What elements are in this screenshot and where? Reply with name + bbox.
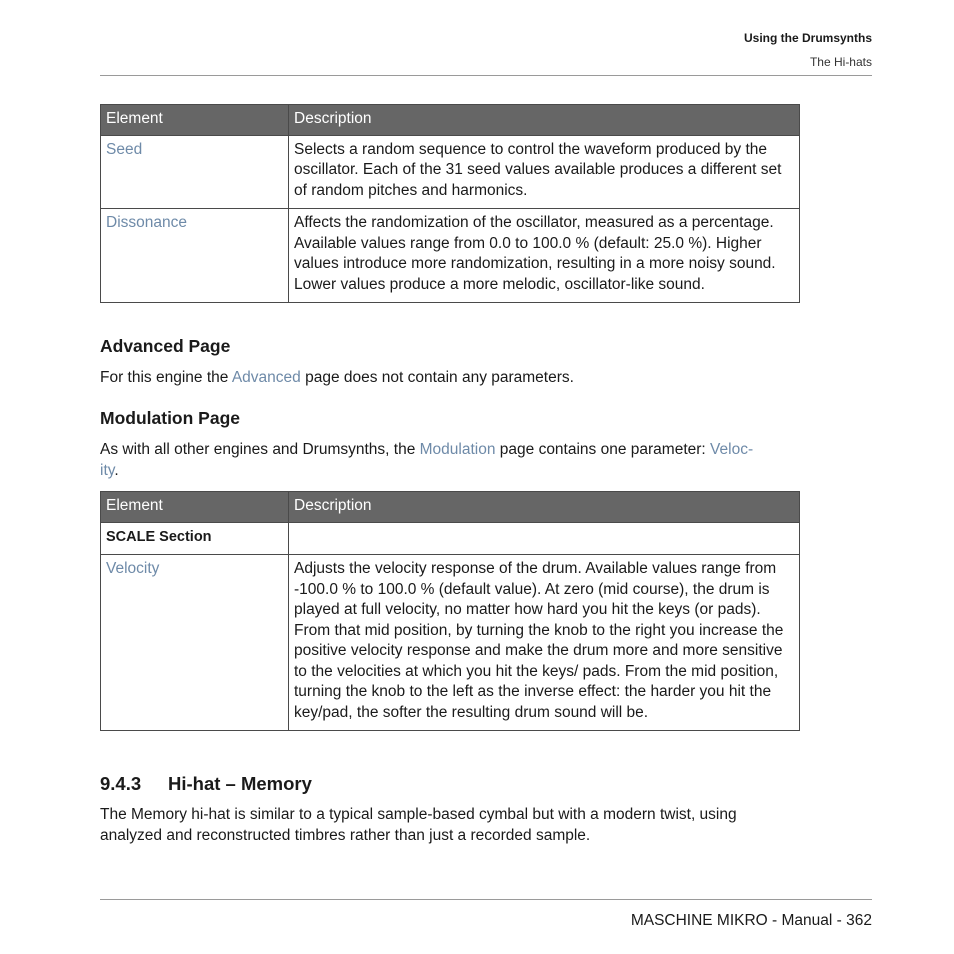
table-section-row [101,522,800,555]
running-header-chapter: Using the Drumsynths [743,31,872,45]
modulation-text-mid: page contains one parameter: [495,441,711,458]
parameter-table-modulation [100,491,800,731]
advanced-link[interactable]: Advanced [231,369,301,386]
table-header-row [101,492,800,523]
column-header-description: Description [289,105,800,136]
velocity-description: Adjusts the velocity response of the drum. Available values range from -100.0 % to 100.0 % (default value). At zero (mid course), the drum is played at full velocity, no matter how hard you hit the keys (or pads). From that mid position, by turning the knob to the right you increase the positive velocity response and make the drum more and more sensitive to the velocities at which you hit the keys/ pads. From the mid position, turning the knob to the left as the inverse effect: the harder you hit the key/pad, the softer the resulting drum sound will be. [289,555,800,731]
seed-link[interactable]: Seed [106,140,143,158]
parameter-table-main [100,104,800,303]
table-header-row [101,105,800,136]
advanced-text-end: page does not contain any parameters. [300,369,574,386]
velocity-link[interactable]: Velocity [106,560,160,577]
dissonance-description: Affects the randomization of the oscillator, measured as a percentage. Available values range from 0.0 to 100.0 % (default: 25.0 %). Higher values introduce more randomization, resulting in a more noisy sound. Lower values produce a more melodic, oscillator-like sound. [289,209,800,303]
section-title: Hi-hat – Memory [168,773,312,794]
modulation-page-heading: Modulation Page [100,408,240,428]
section-heading [100,773,312,795]
modulation-page-text [100,440,800,481]
header-rule [100,75,872,76]
velocity-link-part1[interactable]: Veloc- [710,441,754,458]
advanced-page-text [100,368,800,389]
footer-rule [100,899,872,900]
advanced-text-start: For this engine the [100,369,232,386]
modulation-link[interactable]: Modulation [419,441,496,458]
table-row [101,555,800,731]
modulation-text-end: . [114,461,119,479]
advanced-page-heading: Advanced Page [100,336,231,356]
column-header-element: Element [101,492,289,523]
section-number: 9.4.3 [100,773,142,794]
empty-cell [289,522,800,555]
column-header-element: Element [101,105,289,136]
table-row [101,209,800,303]
seed-description: Selects a random sequence to control the waveform produced by the oscillator. Each of the 31 seed values available produces a different set of random pitches and harmonics. [289,135,800,209]
table-row [101,135,800,209]
velocity-link-part2[interactable]: ity [100,461,115,479]
modulation-text-start: As with all other engines and Drumsynths, the [100,441,420,458]
scale-section-label: SCALE Section [101,522,289,555]
running-header-section: The Hi-hats [809,55,872,69]
dissonance-link[interactable]: Dissonance [106,214,187,231]
section-paragraph: The Memory hi-hat is similar to a typical sample-based cymbal but with a modern twist, using analyzed and reconstructed timbres rather than just a recorded sample. [100,806,737,844]
page-footer: MASCHINE MIKRO - Manual - 362 [630,912,872,929]
column-header-description: Description [289,492,800,523]
